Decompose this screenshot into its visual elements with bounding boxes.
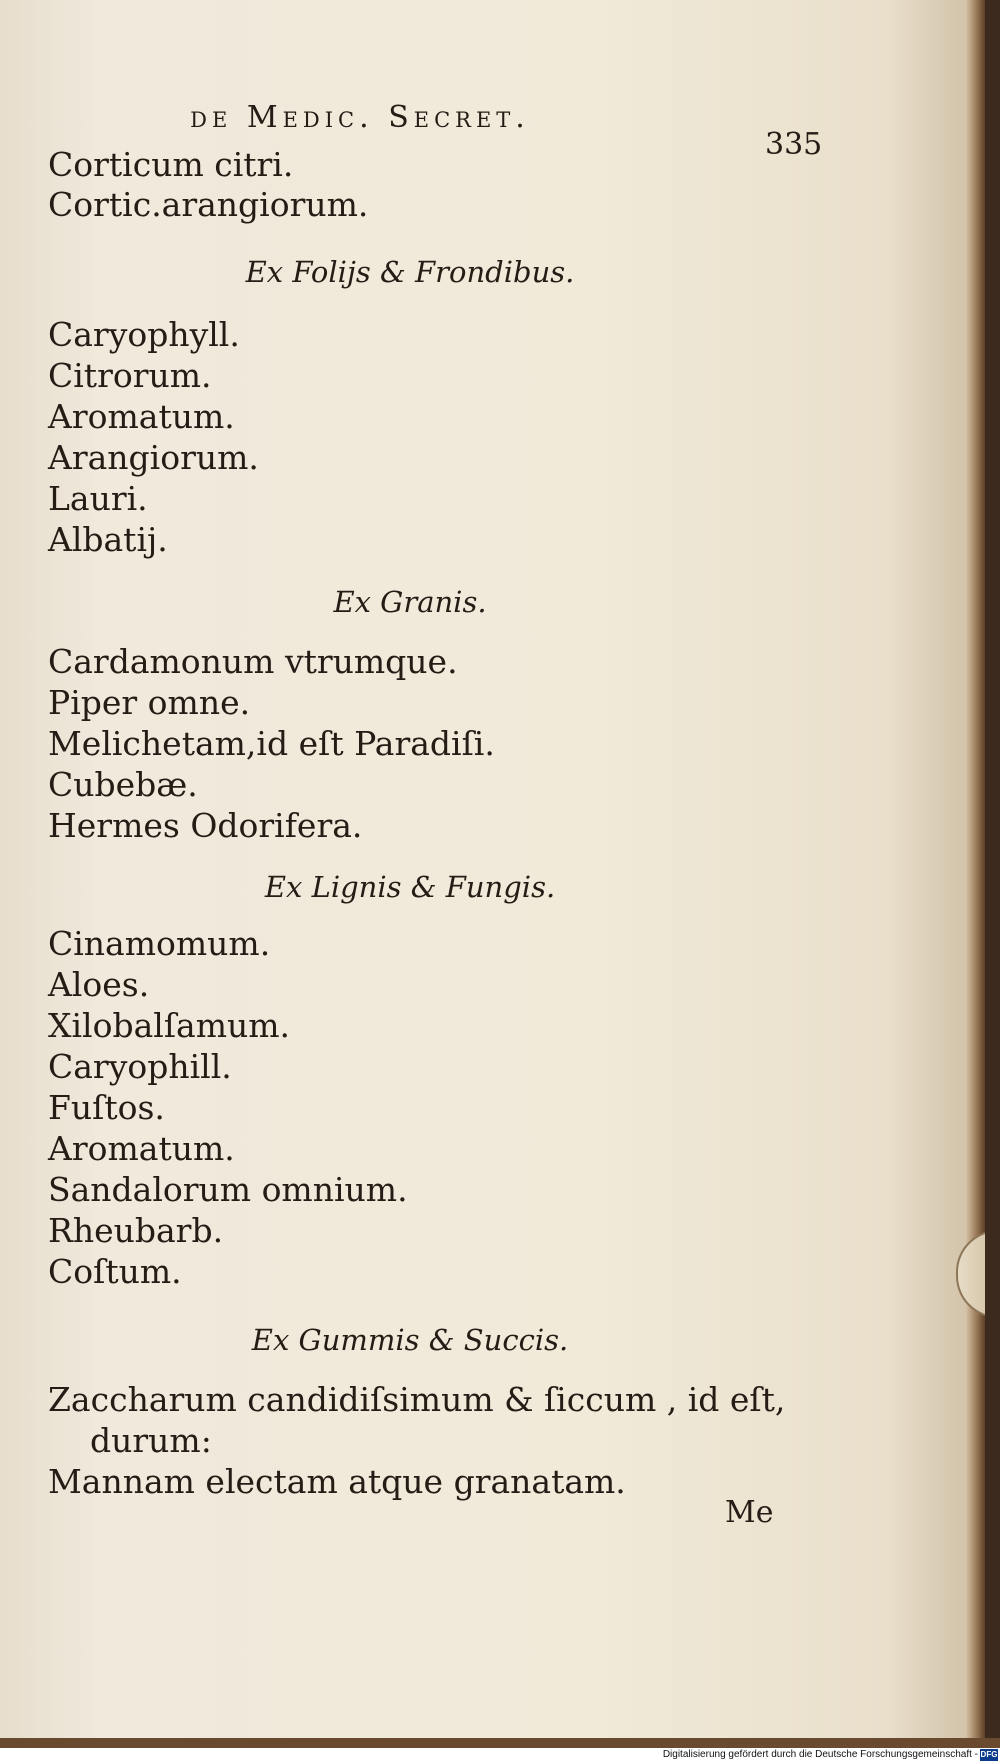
text-line: Coſtum.	[48, 1252, 182, 1291]
text-line: Melichetam,id eſt Paradiſi.	[48, 724, 495, 763]
text-line: Cubebæ.	[48, 765, 198, 804]
text-line: Aromatum.	[48, 397, 235, 436]
text-line: Cinamomum.	[48, 924, 271, 963]
running-head: de Medic. Secret.	[190, 100, 530, 135]
section-heading: Ex Lignis & Fungis.	[264, 870, 556, 904]
catchword: Me	[725, 1495, 774, 1530]
text-line: Piper omne.	[48, 683, 251, 722]
text-line: Fuſtos.	[48, 1088, 165, 1127]
section-heading: Ex Gummis & Succis.	[251, 1323, 569, 1357]
footer-bar	[0, 1748, 1000, 1763]
text-line: durum:	[90, 1421, 212, 1460]
text-line: Arangiorum.	[48, 438, 259, 477]
text-line: Xilobalſamum.	[48, 1006, 291, 1045]
section-heading: Ex Granis.	[333, 585, 487, 619]
text-line: Caryophyll.	[48, 315, 240, 354]
dfg-logo: DFG	[980, 1750, 998, 1759]
text-line: Albatij.	[48, 520, 168, 559]
binding-clip	[956, 1230, 985, 1318]
text-line: Sandalorum omnium.	[48, 1170, 408, 1209]
binding-edge	[0, 1738, 1000, 1748]
text-line: Citrorum.	[48, 356, 212, 395]
page-number: 335	[765, 127, 823, 162]
text-line: Corticum citri.	[48, 145, 294, 184]
text-line: Lauri.	[48, 479, 148, 518]
text-line: Zaccharum candidiſsimum & ſiccum , id eſt,	[48, 1380, 786, 1419]
page-edge	[965, 0, 985, 1738]
text-line: Mannam electam atque granatam.	[48, 1462, 626, 1501]
text-line: Caryophill.	[48, 1047, 232, 1086]
text-line: Aloes.	[48, 965, 150, 1004]
text-line: Cardamonum vtrumque.	[48, 642, 458, 681]
text-line: Aromatum.	[48, 1129, 235, 1168]
text-line: Cortic.arangiorum.	[48, 185, 369, 224]
funding-credit: Digitalisierung gefördert durch die Deutsche Forschungsgemeinschaft -	[662, 1749, 978, 1760]
text-line: Rheubarb.	[48, 1211, 224, 1250]
section-heading: Ex Folijs & Frondibus.	[245, 255, 575, 289]
text-line: Hermes Odorifera.	[48, 806, 363, 845]
